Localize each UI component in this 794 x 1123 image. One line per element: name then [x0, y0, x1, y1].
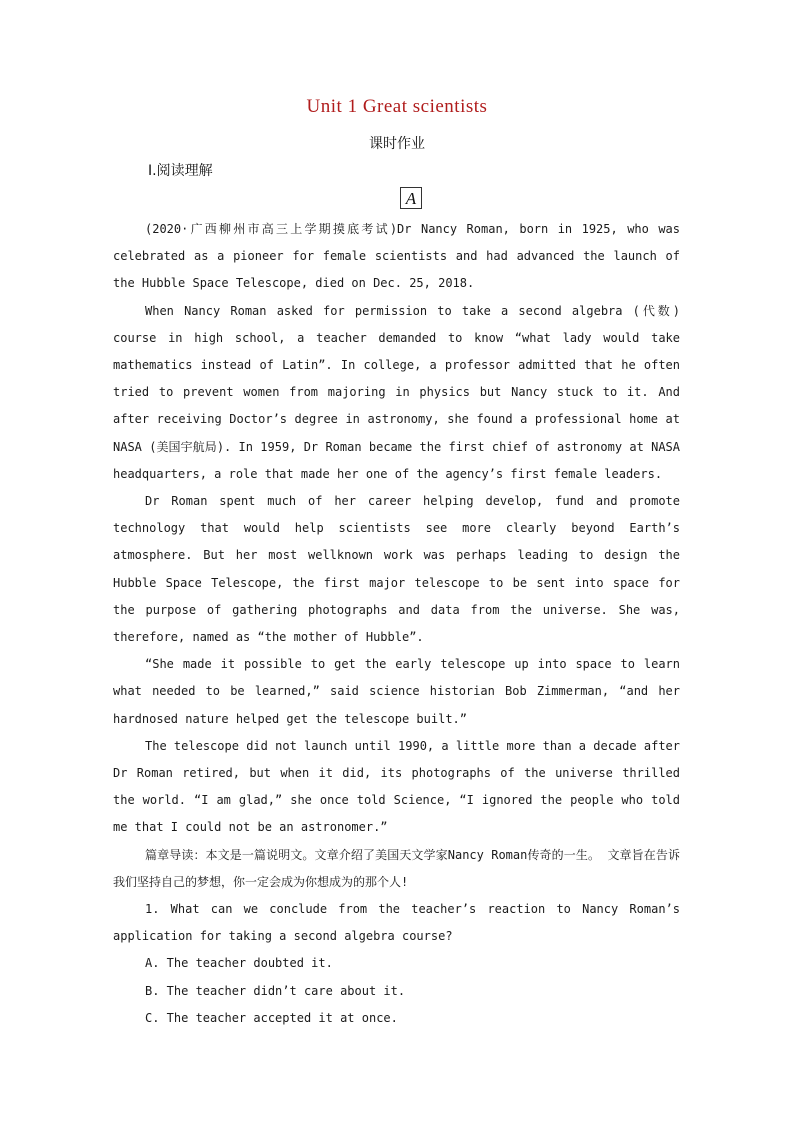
passage-a-label: A: [400, 187, 422, 209]
passage-guide: 篇章导读：本文是一篇说明文。文章介绍了美国天文学家Nancy Roman传奇的一生。 文章旨在告诉我们坚持自己的梦想，你一定会成为你想成为的那个人!: [113, 847, 680, 889]
section-heading: Ⅰ.阅读理解: [148, 163, 213, 179]
passage-paragraph-2: When Nancy Roman asked for permission to take a second algebra (代数) course in high school, a teacher demanded to know “what lady would take mathematics instead of Latin”. In college, a professor admitted that he often tried to prevent women from majoring in physics but Nancy stuck to it. And after receiving Doctor’s degree in astronomy, she found a professional home at NASA (美国宇航局). In 1959, Dr Roman became the first chief of astronomy at NASA headquarters, a role that made her one of the agency’s first female leaders.: [113, 303, 680, 481]
question-stem: 1. What can we conclude from the teacher’s reaction to Nancy Roman’s application for taking a second algebra course?: [113, 902, 680, 944]
passage-paragraph-1: (2020·广西柳州市高三上学期摸底考试)Dr Nancy Roman, born in 1925, who was celebrated as a pioneer for female scientists and had advanced the launch of the Hubble Space Telescope, died on Dec. 25, 2018.: [113, 222, 680, 291]
question-option-a: A. The teacher doubted it.: [145, 956, 333, 971]
question-option-c: C. The teacher accepted it at once.: [145, 1010, 398, 1025]
passage-paragraph-3: Dr Roman spent much of her career helping develop, fund and promote technology that would help scientists see more clearly beyond Earth’s atmosphere. But her most wellknown work was perhaps leading to design the Hubble Space Telescope, the first major telescope to be sent into space for the purpose of gathering photographs and data from the universe. She was, therefore, named as “the mother of Hubble”.: [113, 494, 680, 645]
homework-subtitle: 课时作业: [369, 136, 425, 152]
passage-paragraph-5: The telescope did not launch until 1990, a little more than a decade after Dr Roman retired, but when it did, its photographs of the universe thrilled the world. “I am glad,” she once told Science, “I ignored the people who told me that I could not be an astronomer.”: [113, 738, 680, 835]
reading-passage: [113, 216, 680, 1032]
question-option-b: B. The teacher didn’t care about it.: [145, 983, 406, 998]
unit-title: Unit 1 Great scientists: [306, 96, 488, 117]
passage-paragraph-4: “She made it possible to get the early telescope up into space to learn what needed to be learned,” said science historian Bob Zimmerman, “and her hardnosed nature helped get the telescope built.”: [113, 657, 680, 726]
